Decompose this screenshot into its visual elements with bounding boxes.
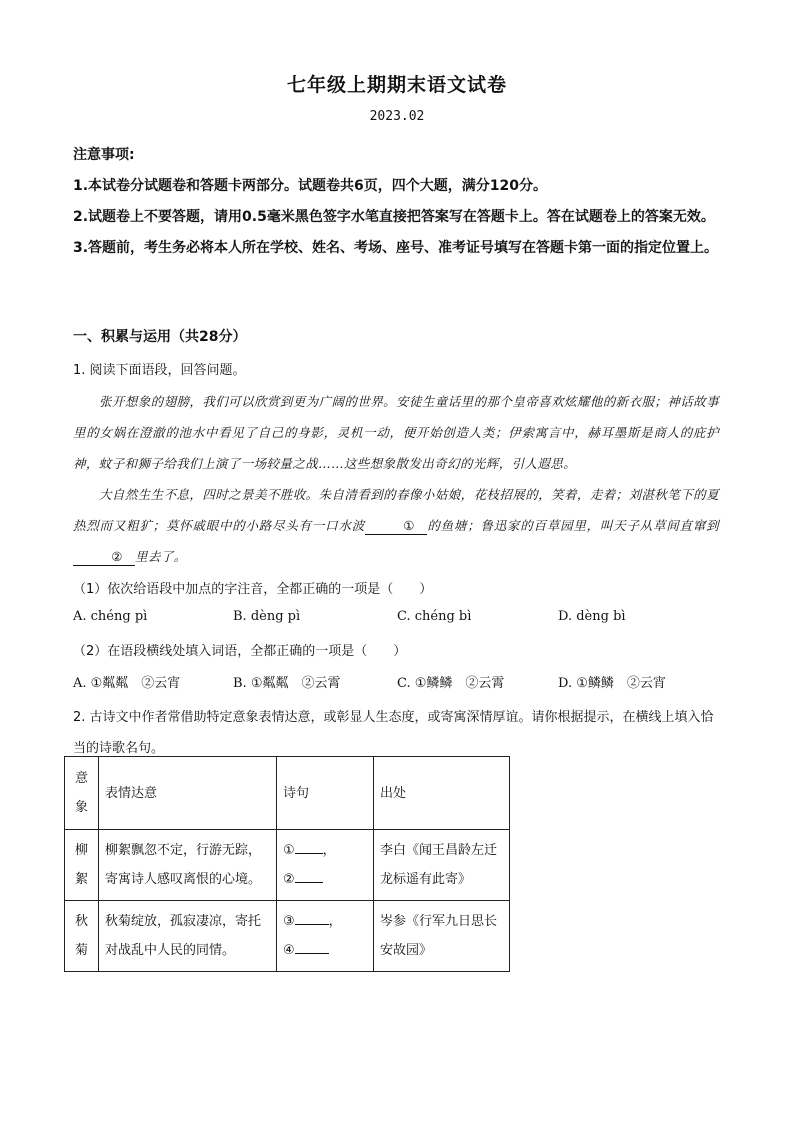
poetry-table [64, 756, 510, 972]
subquestion-2: （2）在语段横线处填入词语，全都正确的一项是（ ） [73, 644, 407, 659]
reading-passage [73, 386, 719, 572]
comma: ， [328, 914, 342, 929]
answer-blank [295, 839, 323, 854]
verse-line [283, 865, 367, 894]
passage-paragraph-2 [73, 479, 719, 572]
blank-number: ① [283, 843, 295, 858]
notice-block [73, 140, 723, 264]
verse-line [283, 836, 367, 865]
verse-cell [277, 901, 374, 972]
option-b: B. dèng pì [233, 609, 301, 624]
passage-text: 里去了。 [135, 549, 187, 564]
question-1-stem: 1. 阅读下面语段，回答问题。 [73, 363, 246, 378]
meaning-cell: 秋菊绽放，孤寂凄凉，寄托对战乱中人民的同情。 [99, 901, 277, 972]
table-row [65, 901, 510, 972]
notice-item: 2.试题卷上不要答题，请用0.5毫米黑色签字水笔直接把答案写在答题卡上。答在试题卷上的答案无效。 [73, 209, 715, 225]
blank-number: ③ [283, 914, 295, 929]
source-cell: 岑参《行军九日思长安故园》 [374, 901, 510, 972]
notice-item: 1.本试卷分试题卷和答题卡两部分。试题卷共6页，四个大题，满分120分。 [73, 178, 548, 194]
answer-blank [295, 939, 329, 954]
exam-title: 七年级上期期末语文试卷 [286, 74, 507, 96]
header-cell: 诗句 [277, 757, 374, 830]
answer-blank [295, 910, 329, 925]
option-b: B. ①粼粼 ②云霄 [233, 676, 341, 691]
option-a: A. chéng pì [73, 609, 148, 624]
verse-line [283, 907, 367, 936]
passage-paragraph-1: 张开想象的翅膀，我们可以欣赏到更为广阔的世界。安徒生童话里的那个皇帝喜欢炫耀他的新衣服；神话故事里的女娲在澄澈的池水中看见了自己的身影，灵机一动，便开始创造人类；伊索寓言中，赫耳墨斯是商人的庇护神，蚊子和狮子给我们上演了一场较量之战……这些想象散发出奇幻的光辉，引人遐思。 [73, 394, 719, 471]
exam-date: 2023.02 [369, 109, 425, 124]
table-row [65, 830, 510, 901]
verse-cell [277, 830, 374, 901]
subquestion-1: （1）依次给语段中加点的字注音，全都正确的一项是（ ） [73, 582, 433, 597]
fill-blank-1: ① [365, 518, 427, 535]
passage-text: 的鱼塘；鲁迅家的百草园里，叫天子从草间直窜到 [427, 518, 719, 533]
blank-number: ② [283, 872, 295, 887]
option-c: C. ①鳞鳞 ②云霄 [397, 676, 505, 691]
fill-blank-2: ② [73, 549, 135, 566]
table-header-row [65, 757, 510, 830]
option-a: A. ①粼粼 ②云宵 [73, 676, 181, 691]
answer-blank [295, 868, 323, 883]
question-2-stem: 2. 古诗文中作者常借助特定意象表情达意，或彰显人生态度，或寄寓深情厚谊。请你根据提示，在横线上填入恰当的诗歌名句。 [73, 710, 714, 756]
source-cell: 李白《闻王昌龄左迁龙标遥有此寄》 [374, 830, 510, 901]
header-cell: 意象 [65, 757, 99, 830]
image-cell: 柳絮 [65, 830, 99, 901]
comma: ， [322, 843, 336, 858]
passage-text: 大自然生生不息，四时之景美不胜收。朱自清看到的春像小姑娘，花枝招展的，笑着，走着；刘湛秋笔下的夏热烈而又粗犷；莫怀戚眼中的小路尽头有一口水波 [73, 487, 719, 533]
meaning-cell: 柳絮飘忽不定，行游无踪，寄寓诗人感叹离恨的心境。 [99, 830, 277, 901]
blank-number: ④ [283, 943, 295, 958]
header-cell: 表情达意 [99, 757, 277, 830]
option-c: C. chéng bì [397, 609, 472, 624]
image-cell: 秋菊 [65, 901, 99, 972]
section-heading: 一、积累与运用（共28分） [73, 329, 247, 345]
header-cell: 出处 [374, 757, 510, 830]
notice-heading: 注意事项: [73, 147, 135, 163]
verse-line [283, 936, 367, 965]
option-d: D. dèng bì [558, 609, 626, 624]
notice-item: 3.答题前，考生务必将本人所在学校、姓名、考场、座号、准考证号填写在答题卡第一面的指定位置上。 [73, 240, 719, 256]
option-d: D. ①鳞鳞 ②云宵 [558, 676, 666, 691]
